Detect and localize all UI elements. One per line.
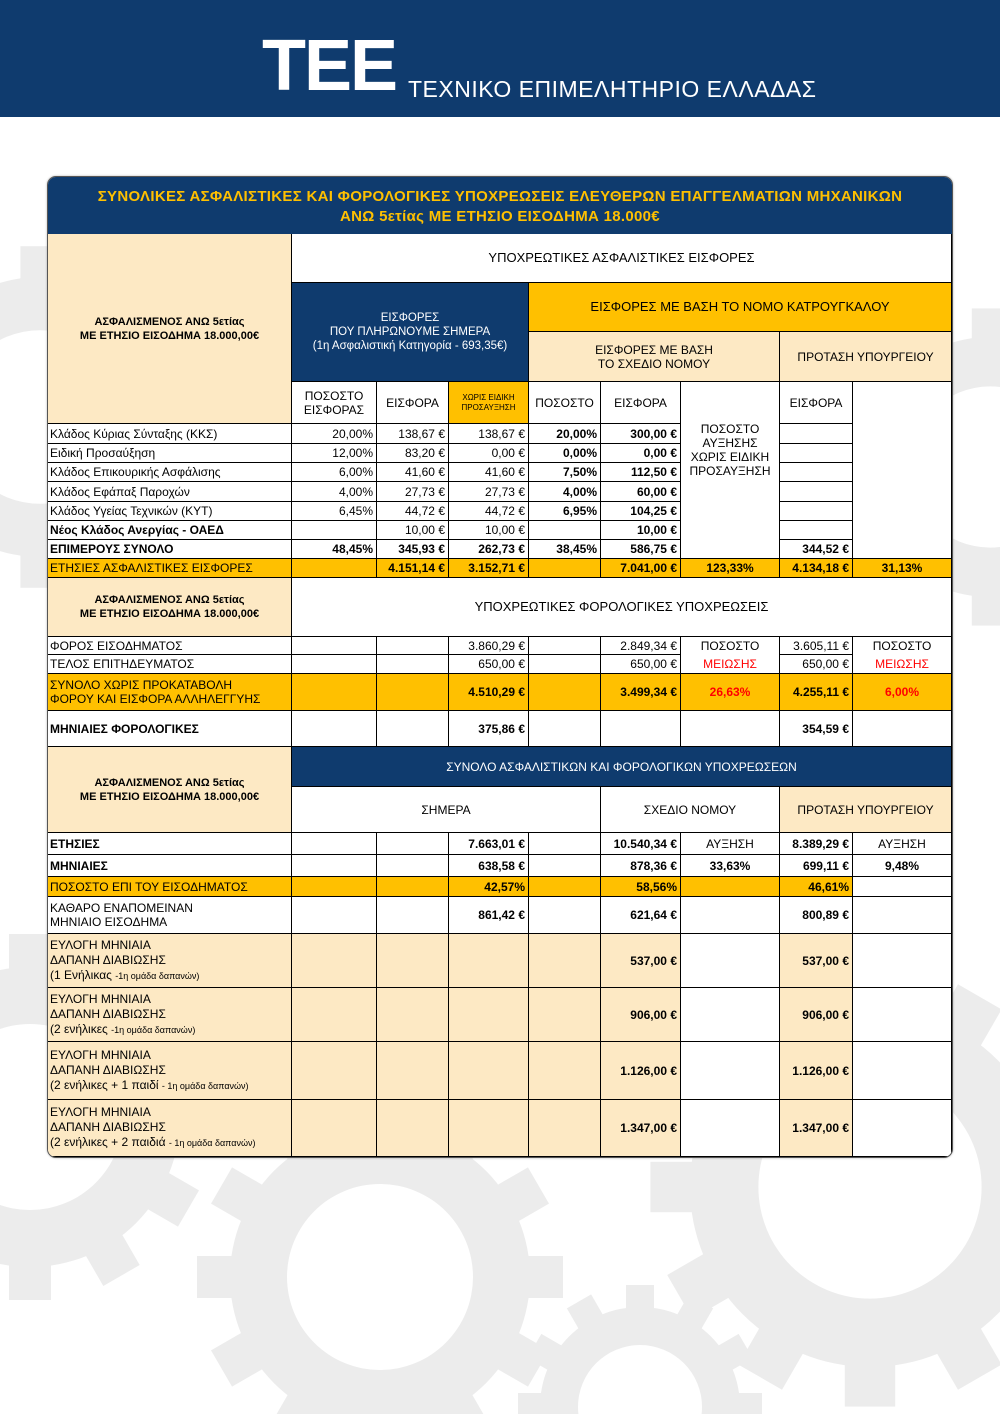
living-line3	[50, 1022, 291, 1038]
draft-cell: 906,00 €	[601, 988, 681, 1042]
no-extra-cell: 44,72 €	[449, 502, 529, 521]
new-contribution-cell: 104,25 €	[601, 502, 681, 521]
blank-cell	[853, 897, 952, 934]
contribution-cell: 44,72 €	[377, 502, 449, 521]
reduction-label: ΜΕΙΩΣΗΣ	[853, 655, 952, 674]
ministry-cell	[780, 463, 853, 482]
row-label	[48, 897, 292, 934]
ministry-cell: 1.126,00 €	[780, 1042, 853, 1100]
blank-cell	[377, 637, 449, 655]
insured-label-tax	[48, 578, 292, 637]
col-rate-line2: ΕΙΣΦΟΡΑΣ	[303, 402, 365, 417]
reduction-pct-label: ΠΟΣΟΣΤΟ	[853, 637, 952, 655]
blank-cell	[529, 833, 601, 855]
blank-cell	[292, 833, 377, 855]
blank-cell	[377, 988, 449, 1042]
no-extra-cell: 138,67 €	[449, 424, 529, 444]
blank-cell	[292, 934, 377, 988]
blank-cell	[681, 934, 780, 988]
blank-cell	[529, 637, 601, 655]
row-label: ΕΠΙΜΕΡΟΥΣ ΣΥΝΟΛΟ	[48, 540, 292, 559]
no-extra-cell: 27,73 €	[449, 482, 529, 502]
new-rate-cell: 4,00%	[529, 482, 601, 502]
blank-cell	[292, 1042, 377, 1100]
increase-cell: 123,33%	[681, 559, 780, 578]
total-line2: ΦΟΡΟΥ ΚΑΙ ΕΙΣΦΟΡΑ ΑΛΛΗΛΕΓΓΥΗΣ	[50, 692, 261, 706]
header-bar	[0, 0, 1000, 117]
living-line3b: - 1η ομάδα δαπανών)	[168, 1138, 256, 1148]
row-label	[48, 1100, 292, 1157]
reduction-pct-label: ΠΟΣΟΣΤΟ	[681, 637, 780, 655]
new-rate-cell: 38,45%	[529, 540, 601, 559]
row-label: ΜΗΝΙΑΙΕΣ	[48, 855, 292, 877]
today-cell: 861,42 €	[449, 897, 529, 934]
new-rate-cell	[529, 521, 601, 540]
col-noext-line2: ΠΡΟΣΑΥΞΗΣΗ	[461, 402, 516, 412]
col-ministry-contribution-header: ΕΙΣΦΟΡΑ	[780, 382, 853, 424]
blank-cell	[377, 897, 449, 934]
ministry-cell: 46,61%	[780, 877, 853, 897]
draft-cell: 10.540,34 €	[601, 833, 681, 855]
net-line1: ΚΑΘΑΡΟ ΕΝΑΠΟΜΕΙΝΑΝ	[50, 901, 193, 915]
row-label	[48, 934, 292, 988]
ministry-cell: 1.347,00 €	[780, 1100, 853, 1157]
blank-cell	[681, 877, 780, 897]
blank-cell	[377, 934, 449, 988]
blank-cell	[681, 988, 780, 1042]
row-label: Κλάδος Κύριας Σύνταξης (ΚΚΣ)	[48, 424, 292, 444]
living-line2: ΔΑΠΑΝΗ ΔΙΑΒΙΩΣΗΣ	[50, 1120, 166, 1134]
row-label	[48, 1042, 292, 1100]
rate-cell: 12,00%	[292, 444, 377, 463]
new-contribution-cell: 10,00 €	[601, 521, 681, 540]
insured-line1: ΑΣΦΑΛΙΣΜΕΝΟΣ ΑΝΩ 5ετίας	[94, 315, 245, 328]
row-label: ΕΤΗΣΙΕΣ	[48, 833, 292, 855]
living-line3a: (2 ενήλικες + 1 παιδί	[50, 1077, 162, 1092]
new-contribution-cell: 112,50 €	[601, 463, 681, 482]
draft-cell: 621,64 €	[601, 897, 681, 934]
total-line1: ΣΥΝΟΛΟ ΧΩΡΙΣ ΠΡΟΚΑΤΑΒΟΛΗ	[50, 678, 233, 692]
blank-cell	[681, 1100, 780, 1157]
blank-cell	[377, 655, 449, 674]
inc-line2: ΑΥΞΗΣΗΣ	[702, 436, 758, 450]
blank-cell	[853, 934, 952, 988]
ministry-cell	[780, 444, 853, 463]
ministry-reduction-pct: 6,00%	[853, 674, 952, 711]
col-noext-line1: ΧΩΡΙΣ ΕΙΔΙΚΗ	[462, 392, 515, 402]
living-line1: ΕΥΛΟΓΗ ΜΗΝΙΑΙΑ	[50, 1105, 151, 1119]
insured-line2: ΜΕ ΕΤΗΣΙΟ ΕΙΣΟΔΗΜΑ 18.000,00€	[79, 329, 260, 342]
col-new-contribution-header: ΕΙΣΦΟΡΑ	[601, 382, 681, 424]
tee-logo: ΤΕΕ	[262, 26, 397, 106]
blank-cell	[529, 855, 601, 877]
living-line2: ΔΑΠΑΝΗ ΔΙΑΒΙΩΣΗΣ	[50, 1062, 166, 1077]
col-new-rate-header: ΠΟΣΟΣΤΟ	[529, 382, 601, 424]
blank-cell	[853, 877, 952, 897]
draft-reduction-pct: 26,63%	[681, 674, 780, 711]
draft-law-header	[529, 332, 780, 382]
row-label: Κλάδος Υγείας Τεχνικών (ΚΥΤ)	[48, 502, 292, 521]
blank-cell	[292, 711, 377, 747]
obligations-table	[47, 176, 953, 1158]
blank-cell	[292, 655, 377, 674]
today-cell: 375,86 €	[449, 711, 529, 747]
today-line1: ΕΙΣΦΟΡΕΣ	[380, 312, 440, 324]
increase-pct: 9,48%	[853, 855, 952, 877]
today-cell: 42,57%	[449, 877, 529, 897]
gear-icon	[518, 1285, 762, 1414]
inc-line4: ΠΡΟΣΑΥΞΗΣΗ	[689, 464, 771, 478]
totals-ministry-header: ΠΡΟΤΑΣΗ ΥΠΟΥΡΓΕΙΟΥ	[780, 787, 952, 833]
no-extra-cell: 41,60 €	[449, 463, 529, 482]
ministry-cell	[780, 502, 853, 521]
living-line3b: - 1η ομάδα δαπανών)	[161, 1080, 249, 1091]
col-rate-header	[292, 382, 377, 424]
blank-cell	[292, 897, 377, 934]
row-label: Κλάδος Εφάπαξ Παροχών	[48, 482, 292, 502]
new-rate-cell: 20,00%	[529, 424, 601, 444]
totals-today-header: ΣΗΜΕΡΑ	[292, 787, 601, 833]
table-title	[48, 177, 952, 234]
living-line1: ΕΥΛΟΓΗ ΜΗΝΙΑΙΑ	[50, 1047, 151, 1062]
increase-label: ΑΥΞΗΣΗ	[681, 833, 780, 855]
new-rate-cell: 7,50%	[529, 463, 601, 482]
tax-heading: ΥΠΟΧΡΕΩΤΙΚΕΣ ΦΟΡΟΛΟΓΙΚΕΣ ΥΠΟΧΡΕΩΣΕΙΣ	[292, 578, 952, 637]
draft-cell: 537,00 €	[601, 934, 681, 988]
row-label: ΦΟΡΟΣ ΕΙΣΟΔΗΜΑΤΟΣ	[48, 637, 292, 655]
living-line3a: (1 Ενήλικας	[50, 967, 116, 982]
increase-pct-header	[681, 382, 780, 559]
draft-line2: ΤΟ ΣΧΕΔΙΟ ΝΟΜΟΥ	[597, 356, 711, 371]
rate-cell: 48,45%	[292, 540, 377, 559]
blank-cell	[853, 1100, 952, 1157]
ministry-cell: 354,59 €	[780, 711, 853, 747]
ministry-cell: 699,11 €	[780, 855, 853, 877]
blank-cell	[377, 674, 449, 711]
blank-cell	[449, 1100, 529, 1157]
blank-cell	[377, 1100, 449, 1157]
ministry-cell	[780, 424, 853, 444]
totals-draft-header: ΣΧΕΔΙΟ ΝΟΜΟΥ	[601, 787, 780, 833]
today-contributions-header	[292, 283, 529, 382]
col-contribution-header: ΕΙΣΦΟΡΑ	[377, 382, 449, 424]
totals-heading: ΣΥΝΟΛΟ ΑΣΦΑΛΙΣΤΙΚΩΝ ΚΑΙ ΦΟΡΟΛΟΓΙΚΩΝ ΥΠΟΧΡΕΩΣΕΩΝ	[292, 747, 952, 787]
living-line3b: -1η ομάδα δαπανών)	[115, 970, 200, 981]
draft-line1: ΕΙΣΦΟΡΕΣ ΜΕ ΒΑΣΗ	[595, 342, 713, 357]
ministry-cell: 906,00 €	[780, 988, 853, 1042]
living-line3	[50, 1135, 291, 1151]
row-label: ΤΕΛΟΣ ΕΠΙΤΗΔΕΥΜΑΤΟΣ	[48, 655, 292, 674]
blank-cell	[449, 1042, 529, 1100]
ministry-proposal-header: ΠΡΟΤΑΣΗ ΥΠΟΥΡΓΕΙΟΥ	[780, 332, 952, 382]
row-label	[48, 674, 292, 711]
blank-cell	[449, 988, 529, 1042]
contribution-cell: 27,73 €	[377, 482, 449, 502]
new-contribution-cell: 586,75 €	[601, 540, 681, 559]
insured-line2: ΜΕ ΕΤΗΣΙΟ ΕΙΣΟΔΗΜΑ 18.000,00€	[79, 790, 260, 803]
new-contribution-cell: 0,00 €	[601, 444, 681, 463]
blank-cell	[681, 711, 780, 747]
blank-cell	[529, 897, 601, 934]
blank-cell	[529, 988, 601, 1042]
no-extra-cell: 3.152,71 €	[449, 559, 529, 578]
new-contribution-cell: 60,00 €	[601, 482, 681, 502]
ministry-cell: 344,52 €	[780, 540, 853, 559]
draft-cell: 58,56%	[601, 877, 681, 897]
rate-cell: 6,45%	[292, 502, 377, 521]
blank-cell	[377, 1042, 449, 1100]
blank-cell	[529, 934, 601, 988]
new-rate-cell: 0,00%	[529, 444, 601, 463]
new-rate-cell: 6,95%	[529, 502, 601, 521]
living-line3	[50, 1078, 291, 1094]
no-extra-cell: 262,73 €	[449, 540, 529, 559]
row-label: Ειδική Προσαύξηση	[48, 444, 292, 463]
contribution-cell: 83,20 €	[377, 444, 449, 463]
rate-cell	[292, 559, 377, 578]
blank-cell	[529, 674, 601, 711]
blank-cell	[529, 711, 601, 747]
today-cell: 4.510,29 €	[449, 674, 529, 711]
ministry-cell: 8.389,29 €	[780, 833, 853, 855]
draft-cell: 1.126,00 €	[601, 1042, 681, 1100]
contribution-cell: 41,60 €	[377, 463, 449, 482]
ministry-cell: 4.134,18 €	[780, 559, 853, 578]
blank-cell	[853, 711, 952, 747]
blank-cell	[529, 877, 601, 897]
rate-cell	[292, 521, 377, 540]
contribution-cell: 10,00 €	[377, 521, 449, 540]
draft-cell: 878,36 €	[601, 855, 681, 877]
insured-line2: ΜΕ ΕΤΗΣΙΟ ΕΙΣΟΔΗΜΑ 18.000,00€	[79, 608, 260, 620]
ministry-pct-cell: 31,13%	[853, 559, 952, 578]
blank-cell	[449, 934, 529, 988]
col-rate-line1: ΠΟΣΟΣΤΟ	[304, 388, 364, 403]
living-line3a: (2 ενήλικες	[50, 1021, 112, 1036]
today-line2: ΠΟΥ ΠΛΗΡΩΝΟΥΜΕ ΣΗΜΕΡΑ	[329, 326, 491, 338]
blank-cell	[529, 655, 601, 674]
contribution-cell: 138,67 €	[377, 424, 449, 444]
living-line2: ΔΑΠΑΝΗ ΔΙΑΒΙΩΣΗΣ	[50, 952, 166, 967]
row-label: ΠΟΣΟΣΤΟ ΕΠΙ ΤΟΥ ΕΙΣΟΔΗΜΑΤΟΣ	[48, 877, 292, 897]
blank-cell	[292, 988, 377, 1042]
blank-cell	[292, 637, 377, 655]
net-line2: ΜΗΝΙΑΙΟ ΕΙΣΟΔΗΜΑ	[50, 915, 168, 929]
blank-cell	[853, 1042, 952, 1100]
inc-line1: ΠΟΣΟΣΤΟ	[700, 422, 760, 436]
blank-cell	[529, 1042, 601, 1100]
blank-cell	[601, 711, 681, 747]
ministry-cell: 4.255,11 €	[780, 674, 853, 711]
ministry-cell: 800,89 €	[780, 897, 853, 934]
living-line1: ΕΥΛΟΓΗ ΜΗΝΙΑΙΑ	[50, 991, 151, 1006]
new-contribution-cell: 7.041,00 €	[601, 559, 681, 578]
insured-line1: ΑΣΦΑΛΙΣΜΕΝΟΣ ΑΝΩ 5ετίας	[94, 776, 245, 789]
no-extra-cell: 10,00 €	[449, 521, 529, 540]
draft-cell: 2.849,34 €	[601, 637, 681, 655]
insured-label	[48, 234, 292, 424]
blank-cell	[292, 674, 377, 711]
living-line3a: (2 ενήλικες + 2 παιδιά	[50, 1135, 169, 1149]
ministry-cell	[780, 482, 853, 502]
rate-cell: 20,00%	[292, 424, 377, 444]
blank-cell	[292, 877, 377, 897]
row-label: Νέος Κλάδος Ανεργίας - ΟΑΕΔ	[48, 521, 292, 540]
blank-cell	[292, 1100, 377, 1157]
blank-cell	[377, 855, 449, 877]
blank-cell	[681, 1042, 780, 1100]
organization-name: ΤΕΧΝΙΚΟ ΕΠΙΜΕΛΗΤΗΡΙΟ ΕΛΛΑΔΑΣ	[408, 76, 817, 102]
increase-pct: 33,63%	[681, 855, 780, 877]
living-line3b: -1η ομάδα δαπανών)	[111, 1024, 196, 1035]
increase-label: ΑΥΞΗΣΗ	[853, 833, 952, 855]
draft-cell: 650,00 €	[601, 655, 681, 674]
living-line1: ΕΥΛΟΓΗ ΜΗΝΙΑΙΑ	[50, 937, 151, 952]
blank-cell	[377, 711, 449, 747]
living-line3	[50, 968, 291, 984]
ministry-cell: 650,00 €	[780, 655, 853, 674]
blank-cell	[377, 833, 449, 855]
blank-cell	[529, 1100, 601, 1157]
living-line2: ΔΑΠΑΝΗ ΔΙΑΒΙΩΣΗΣ	[50, 1006, 166, 1021]
contribution-cell: 4.151,14 €	[377, 559, 449, 578]
blank-cell	[681, 897, 780, 934]
new-rate-cell	[529, 559, 601, 578]
insurance-heading: ΥΠΟΧΡΕΩΤΙΚΕΣ ΑΣΦΑΛΙΣΤΙΚΕΣ ΕΙΣΦΟΡΕΣ	[292, 234, 952, 283]
today-cell: 3.860,29 €	[449, 637, 529, 655]
insured-line1: ΑΣΦΑΛΙΣΜΕΝΟΣ ΑΝΩ 5ετίας	[94, 594, 245, 606]
blank-cell	[853, 988, 952, 1042]
table-title-line1: ΣΥΝΟΛΙΚΕΣ ΑΣΦΑΛΙΣΤΙΚΕΣ ΚΑΙ ΦΟΡΟΛΟΓΙΚΕΣ ΥΠΟΧΡΕΩΣΕΙΣ ΕΛΕΥΘΕΡΩΝ ΕΠΑΓΓΕΛΜΑΤΙΩΝ ΜΗΧΑΝΙΚΩΝ	[97, 188, 903, 205]
reduction-label: ΜΕΙΩΣΗΣ	[681, 655, 780, 674]
table-title-line2: ΑΝΩ 5ετίας ΜΕ ΕΤΗΣΙΟ ΕΙΣΟΔΗΜΑ 18.000€	[340, 208, 660, 225]
rate-cell: 4,00%	[292, 482, 377, 502]
today-cell: 7.663,01 €	[449, 833, 529, 855]
ministry-cell	[780, 521, 853, 540]
katrougalos-header: ΕΙΣΦΟΡΕΣ ΜΕ ΒΑΣΗ ΤΟ ΝΟΜΟ ΚΑΤΡΟΥΓΚΑΛΟΥ	[529, 283, 952, 332]
ministry-cell: 3.605,11 €	[780, 637, 853, 655]
today-cell: 650,00 €	[449, 655, 529, 674]
rate-cell: 6,00%	[292, 463, 377, 482]
ministry-cell: 537,00 €	[780, 934, 853, 988]
col-no-extra-header	[449, 382, 529, 424]
row-label: Κλάδος Επικουρικής Ασφάλισης	[48, 463, 292, 482]
row-label	[48, 988, 292, 1042]
row-label: ΕΤΗΣΙΕΣ ΑΣΦΑΛΙΣΤΙΚΕΣ ΕΙΣΦΟΡΕΣ	[48, 559, 292, 578]
today-cell: 638,58 €	[449, 855, 529, 877]
blank-cell	[377, 877, 449, 897]
contribution-cell: 345,93 €	[377, 540, 449, 559]
draft-cell: 3.499,34 €	[601, 674, 681, 711]
today-line3: (1η Ασφαλιστική Κατηγορία - 693,35€)	[312, 340, 508, 352]
ministry-pct-blank	[853, 382, 952, 559]
new-contribution-cell: 300,00 €	[601, 424, 681, 444]
inc-line3: ΧΩΡΙΣ ΕΙΔΙΚΗ	[690, 450, 770, 464]
blank-cell	[292, 855, 377, 877]
no-extra-cell: 0,00 €	[449, 444, 529, 463]
insured-label-totals	[48, 747, 292, 833]
draft-cell: 1.347,00 €	[601, 1100, 681, 1157]
row-label: ΜΗΝΙΑΙΕΣ ΦΟΡΟΛΟΓΙΚΕΣ	[48, 711, 292, 747]
